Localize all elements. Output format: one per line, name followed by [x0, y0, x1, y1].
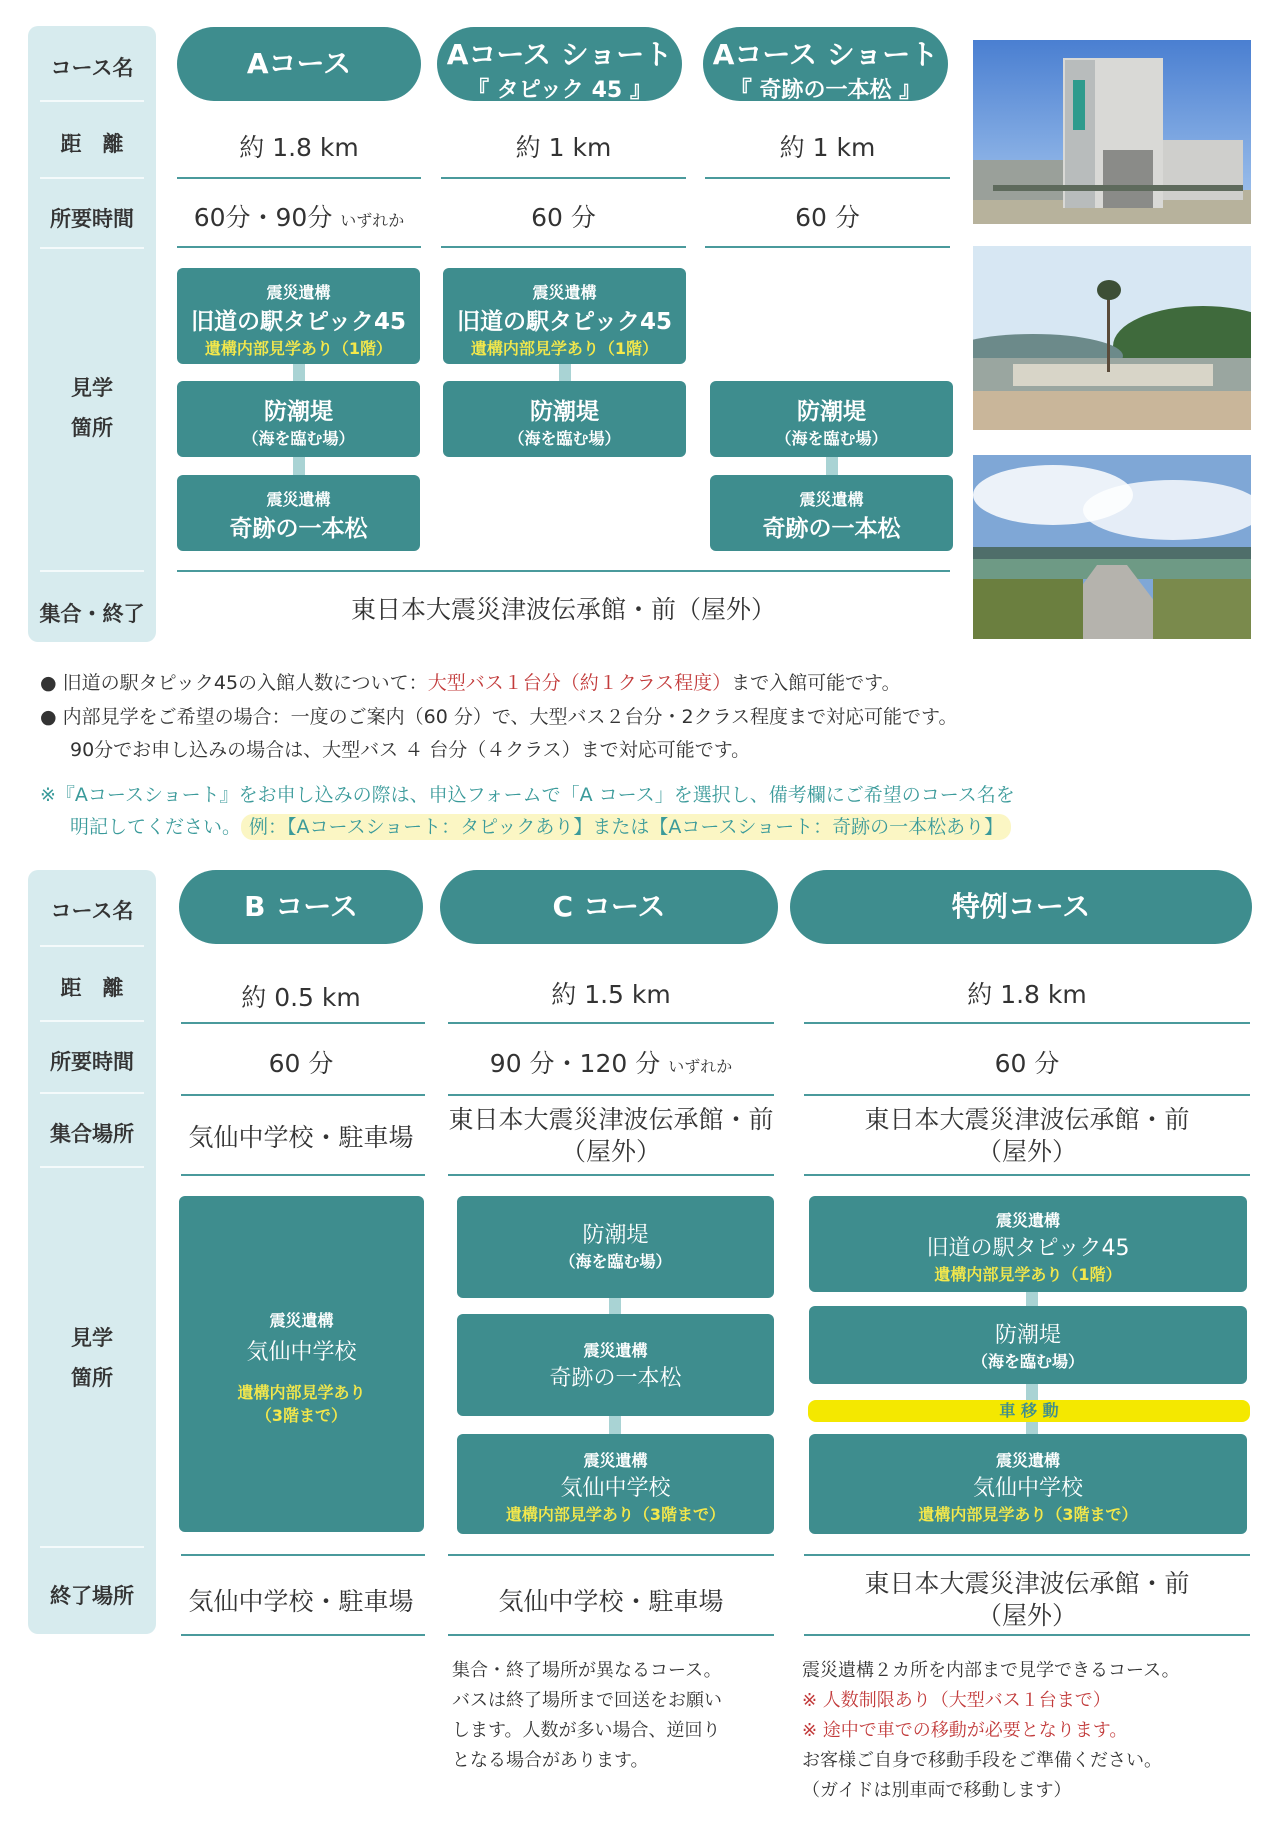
label-spots-1: 見学 [71, 1326, 113, 1350]
spot-small: 震災遺構 [266, 490, 331, 509]
note-3: 90分でお申し込みの場合は、大型バス ４ 台分（４クラス）まで対応可能です。 [70, 739, 751, 761]
end-line-2: （屋外） [976, 1601, 1077, 1630]
divider [448, 1634, 774, 1636]
spot-small: 震災遺構 [995, 1451, 1060, 1470]
spot-sub: （海を臨む場） [971, 1352, 1084, 1371]
label-time: 所要時間 [50, 207, 134, 231]
spot-main: 防潮堤 [994, 1323, 1061, 1348]
special-course-end [804, 1568, 1250, 1632]
spot-main: 奇跡の一本松 [549, 1366, 682, 1391]
note-4: ※『Aコースショート』をお申し込みの際は、申込フォームで「A コース」を選択し、備考欄にご希望のコース名を [40, 784, 1015, 806]
spot-miracle-pine [457, 1314, 774, 1416]
note-5 [70, 812, 1011, 839]
course-a-pill [177, 27, 421, 101]
divider [181, 1554, 425, 1556]
label-meet: 集合・終了 [39, 602, 145, 626]
course-a-time-note: いずれか [340, 211, 405, 230]
label-spots-2: 箇所 [71, 1366, 113, 1390]
spot-seawall [457, 1196, 774, 1298]
spot-note: 遺構内部見学あり [237, 1383, 366, 1402]
course-a-short-pine-pill [703, 27, 948, 101]
divider [40, 1092, 144, 1094]
note-1-c: まで入館可能です。 [731, 672, 901, 694]
spot-main: 防潮堤 [797, 399, 866, 425]
spot-tapic45 [809, 1196, 1247, 1292]
spot-main: 旧道の駅タピック45 [456, 309, 673, 335]
spot-note: 遺構内部見学あり（1階） [934, 1265, 1122, 1284]
note-2 [40, 702, 957, 729]
note-5-b: 例：【Aコースショート：タピックあり】または【Aコースショート：奇跡の一本松あり】 [241, 814, 1011, 840]
spot-note: 遺構内部見学あり（1階） [204, 339, 393, 358]
divider [804, 1554, 1250, 1556]
spot-miracle-pine [710, 475, 953, 551]
car-move-bar: 車 移 動 [808, 1400, 1250, 1422]
divider [705, 177, 950, 179]
meet-line-2: （屋外） [976, 1137, 1077, 1166]
special-course-pill [790, 870, 1252, 944]
spot-sub: （海を臨む場） [775, 429, 888, 448]
footnote-line: となる場合があります。 [452, 1750, 649, 1771]
spot-main: 奇跡の一本松 [762, 516, 901, 542]
label-spots-1: 見学 [71, 376, 113, 400]
spot-main: 気仙中学校 [246, 1340, 357, 1365]
footnote-line: 震災遺構２カ所を内部まで見学できるコース。 [802, 1660, 1180, 1681]
course-a-time [177, 198, 421, 234]
course-a-short-sub: 『 タピック 45 』 [467, 78, 652, 103]
end-line-1: 東日本大震災津波伝承館・前 [864, 1569, 1190, 1598]
spot-tapic45 [443, 268, 686, 364]
special-course-name: 特例コース [951, 890, 1091, 923]
divider [441, 177, 686, 179]
divider [40, 177, 144, 179]
course-b-distance: 約 0.5 km [241, 983, 361, 1012]
course-a3-time: 60 分 [795, 203, 860, 232]
divider [40, 247, 144, 249]
special-course-distance: 約 1.8 km [967, 980, 1087, 1009]
special-course-meet [804, 1104, 1250, 1168]
course-a3-distance: 約 1 km [779, 133, 876, 162]
course-a-name: Aコース [246, 47, 352, 80]
footnote-line: お客様ご自身で移動手段をご準備ください。 [802, 1750, 1162, 1771]
divider [40, 100, 144, 102]
course-a-short-name: Aコース ショート [446, 38, 673, 71]
spot-note: 遺構内部見学あり（3階まで） [505, 1505, 726, 1524]
course-a-short-tapic-pill [437, 27, 682, 101]
divider [181, 1094, 425, 1096]
spot-main: 気仙中学校 [972, 1476, 1083, 1501]
divider [448, 1094, 774, 1096]
course-b-time: 60 分 [268, 1049, 334, 1078]
label-spots-2: 箇所 [71, 416, 113, 440]
divider [40, 1020, 144, 1022]
divider [181, 1174, 425, 1176]
course-b-pill [179, 870, 423, 944]
label-course-name: コース名 [50, 899, 134, 923]
divider [40, 945, 144, 947]
note-1 [40, 668, 901, 695]
label-spots [28, 368, 156, 448]
divider [448, 1022, 774, 1024]
note-5-a: 明記してください。 [70, 816, 242, 838]
spot-main: 旧道の駅タピック45 [926, 1236, 1130, 1261]
spot-note: （3階まで） [255, 1406, 348, 1425]
divider [804, 1094, 1250, 1096]
course-c-end: 気仙中学校・駐車場 [498, 1587, 724, 1616]
meet-line-1: 東日本大震災津波伝承館・前 [448, 1105, 774, 1134]
label-course-name: コース名 [50, 56, 134, 80]
note-2-text: 内部見学をご希望の場合：一度のご案内（60 分）で、大型バス２台分・2クラス程度まで対応可能です。 [62, 706, 958, 728]
footnote-line: （ガイドは別車両で移動します） [802, 1780, 1072, 1801]
spot-seawall [710, 381, 953, 457]
spot-sub: （海を臨む場） [508, 429, 621, 448]
course-a-time-value: 60分・90分 [193, 203, 333, 232]
meet-line-1: 東日本大震災津波伝承館・前 [864, 1105, 1190, 1134]
spot-main: 気仙中学校 [560, 1476, 671, 1501]
label-time: 所要時間 [50, 1050, 134, 1074]
sidebar-a [28, 26, 156, 642]
pine-tree-photo [973, 246, 1251, 430]
label-distance: 距 離 [60, 132, 124, 156]
divider [441, 246, 686, 248]
label-spots [28, 1318, 156, 1398]
divider [181, 1022, 425, 1024]
course-a2-time: 60 分 [531, 203, 596, 232]
spot-small: 震災遺構 [583, 1451, 648, 1470]
meet-line-2: （屋外） [560, 1137, 661, 1166]
spot-seawall [443, 381, 686, 457]
note-1-b: 大型バス１台分（約１クラス程度） [427, 672, 732, 694]
bullet-icon: ● [40, 672, 57, 694]
course-c-pill [440, 870, 778, 944]
divider [181, 1634, 425, 1636]
spot-small: 震災遺構 [269, 1311, 334, 1330]
footnote-line: ※ 途中で車での移動が必要となります。 [802, 1720, 1128, 1741]
spot-main: 奇跡の一本松 [229, 516, 368, 542]
divider [177, 570, 950, 572]
spot-seawall [809, 1306, 1247, 1384]
spot-main: 防潮堤 [264, 399, 333, 425]
note-1-a: 旧道の駅タピック45の入館人数について： [62, 672, 428, 694]
spot-miracle-pine [177, 475, 420, 551]
spot-kesen-jhs [179, 1196, 424, 1532]
spot-kesen-jhs [457, 1434, 774, 1534]
spot-tapic45 [177, 268, 420, 364]
course-c-name: C コース [552, 890, 666, 923]
spot-small: 震災遺構 [995, 1211, 1060, 1230]
course-a-distance: 約 1.8 km [239, 133, 359, 162]
divider [804, 1174, 1250, 1176]
spot-main: 旧道の駅タピック45 [190, 309, 407, 335]
spot-small: 震災遺構 [266, 283, 331, 302]
seawall-photo [973, 455, 1251, 639]
spot-small: 震災遺構 [532, 283, 597, 302]
bullet-icon: ● [40, 706, 57, 728]
special-course-time: 60 分 [994, 1049, 1060, 1078]
spot-note: 遺構内部見学あり（3階まで） [918, 1505, 1138, 1524]
spot-main: 防潮堤 [582, 1223, 649, 1248]
divider [40, 1166, 144, 1168]
course-b-meet: 気仙中学校・駐車場 [188, 1123, 414, 1152]
special-course-footnote [802, 1656, 1180, 1806]
spot-sub: （海を臨む場） [242, 429, 355, 448]
spot-seawall [177, 381, 420, 457]
label-meet-place: 集合場所 [50, 1122, 134, 1146]
course-b-end: 気仙中学校・駐車場 [188, 1587, 414, 1616]
course-c-distance: 約 1.5 km [551, 980, 671, 1009]
footnote-line: ※ 人数制限あり（大型バス１台まで） [802, 1690, 1111, 1711]
spot-sub: （海を臨む場） [559, 1252, 672, 1271]
divider [705, 246, 950, 248]
course-a-short-name: Aコース ショート [712, 38, 939, 71]
spot-small: 震災遺構 [583, 1341, 648, 1360]
divider [177, 177, 421, 179]
label-distance: 距 離 [60, 976, 124, 1000]
course-c-time [448, 1044, 774, 1080]
spot-kesen-jhs [809, 1434, 1247, 1534]
divider [448, 1554, 774, 1556]
meet-a: 東日本大震災津波伝承館・前（屋外） [350, 595, 776, 624]
course-c-meet [448, 1104, 774, 1168]
footnote-line: します。人数が多い場合、逆回り [452, 1720, 721, 1741]
spot-main: 防潮堤 [530, 399, 599, 425]
course-c-footnote [452, 1656, 722, 1776]
divider [804, 1022, 1250, 1024]
course-c-time-note: いずれか [668, 1057, 733, 1076]
divider [448, 1174, 774, 1176]
building-photo [973, 40, 1251, 224]
divider [40, 570, 144, 572]
label-end-place: 終了場所 [50, 1584, 134, 1608]
course-c-time-value: 90 分・120 分 [489, 1049, 661, 1078]
divider [40, 1546, 144, 1548]
course-a-short-sub: 『 奇跡の一本松 』 [729, 78, 922, 103]
course-a2-distance: 約 1 km [515, 133, 612, 162]
divider [177, 246, 421, 248]
spot-note: 遺構内部見学あり（1階） [470, 339, 659, 358]
footnote-line: バスは終了場所まで回送をお願い [452, 1690, 722, 1711]
course-b-name: B コース [244, 890, 358, 923]
spot-small: 震災遺構 [799, 490, 864, 509]
footnote-line: 集合・終了場所が異なるコース。 [452, 1660, 722, 1681]
divider [804, 1634, 1250, 1636]
